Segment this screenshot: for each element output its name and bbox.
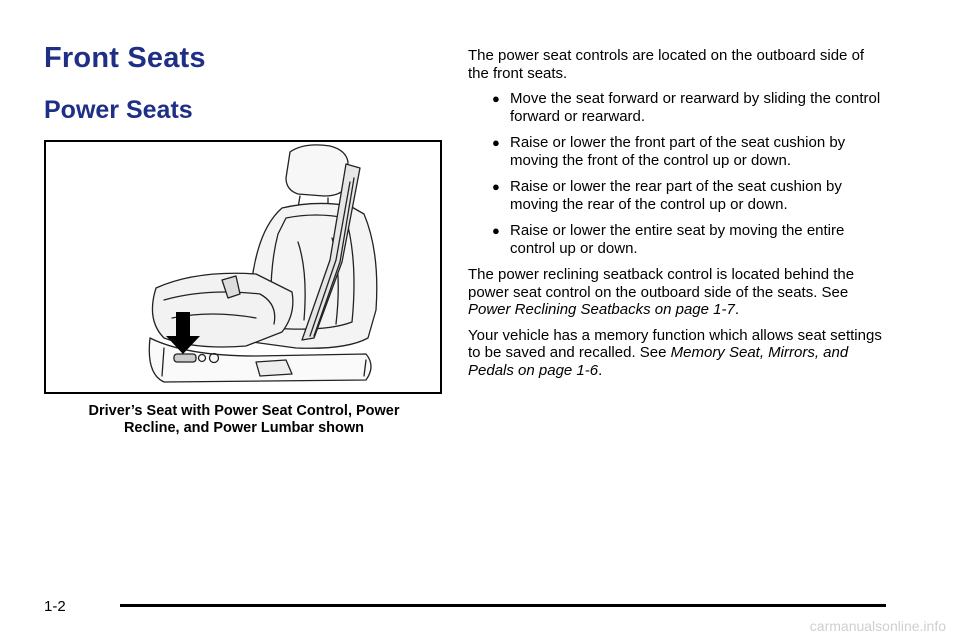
caption-line-2: Recline, and Power Lumbar shown xyxy=(123,420,365,436)
recline-reference-link[interactable]: Power Reclining Seatbacks on page 1-7 xyxy=(468,301,735,318)
section-heading: Power Seats xyxy=(44,96,193,124)
page-title: Front Seats xyxy=(44,42,206,74)
recline-paragraph: The power reclining seatback control is located behind the power seat control on the outboard side of the seats. See Power Reclining Seatbacks on page 1-7. xyxy=(468,266,855,318)
list-item: ● Raise or lower the entire seat by moving the entire control up or down. xyxy=(492,222,845,257)
body-text xyxy=(468,47,888,387)
seat-drawing xyxy=(46,142,440,392)
list-item: ● Move the seat forward or rearward by sliding the control forward or rearward. xyxy=(492,90,881,125)
list-item: ● Raise or lower the front part of the seat cushion by moving the front of the control up or down. xyxy=(492,134,846,169)
list-item: ● Raise or lower the rear part of the seat cushion by moving the rear of the control up or down. xyxy=(492,178,842,213)
intro-paragraph: The power seat controls are located on the outboard side of the front seats. xyxy=(468,47,865,82)
memory-paragraph: Your vehicle has a memory function which allows seat settings to be saved and recalled. See Memory Seat, Mirrors, and Pedals on page 1-6. xyxy=(468,326,882,379)
caption-line-1: Driver’s Seat with Power Seat Control, Power xyxy=(88,403,400,419)
page-number: 1-2 xyxy=(44,598,66,615)
bullet-icon: ● xyxy=(492,91,500,106)
figure-caption xyxy=(44,403,444,437)
watermark: carmanualsonline.info xyxy=(809,618,946,634)
bullet-icon: ● xyxy=(492,223,500,238)
memory-reference-link[interactable]: Memory Seat, Mirrors, and Pedals on page 1-6 xyxy=(468,344,849,379)
seat-illustration xyxy=(44,140,442,394)
footer-rule xyxy=(120,604,886,607)
bullet-list xyxy=(468,90,888,257)
bullet-icon: ● xyxy=(492,179,500,194)
bullet-icon: ● xyxy=(492,135,500,150)
